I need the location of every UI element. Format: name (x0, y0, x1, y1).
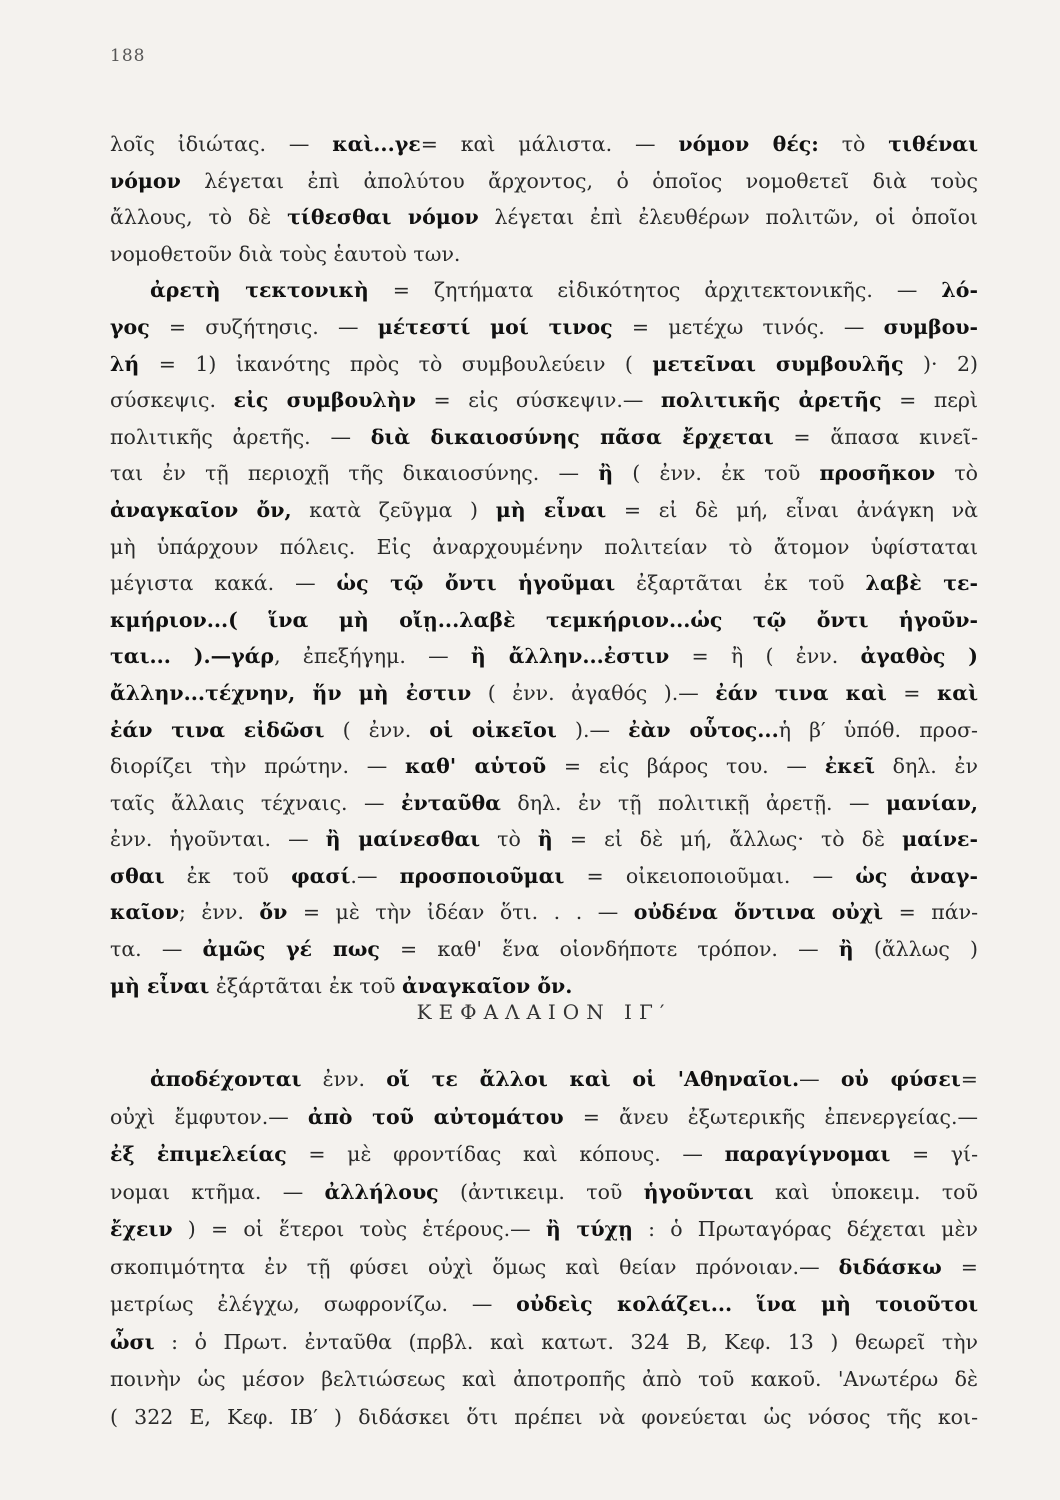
text-line (110, 492, 978, 529)
gloss-text: )· 2) (903, 351, 979, 376)
text-line (110, 712, 978, 749)
bold-term: τίθεσθαι νόμον (287, 205, 479, 230)
bold-term: ἢ ἄλλην...ἐστιν (470, 644, 670, 669)
gloss-text: δηλ. ἐν τῇ πολιτικῇ ἀρετῇ. — (500, 790, 886, 815)
gloss-text: = εἰς σύσκεψιν.— (415, 388, 661, 413)
text-line (110, 1174, 978, 1212)
gloss-text: = οἰκειοποιοῦμαι. — (564, 863, 856, 888)
bold-term: τιθέναι (888, 132, 979, 156)
gloss-text: = (886, 680, 937, 705)
gloss-text: ) = οἱ ἕτεροι τοὺς ἑτέρους.— (172, 1217, 546, 1241)
gloss-text: τὸ (818, 132, 889, 156)
gloss-text: = μὲ φροντίδας καὶ κόπους. — (286, 1142, 725, 1166)
text-line (110, 455, 978, 492)
bold-term: διδάσκω (838, 1254, 942, 1279)
text-line (110, 1286, 978, 1324)
bold-term: παραγίγνομαι (724, 1142, 891, 1166)
bold-term: οἵ τε ἄλλοι καὶ οἱ 'Αθηναῖοι. (386, 1067, 800, 1091)
gloss-text: ἐξαρτᾶται ἐκ τοῦ (615, 571, 866, 596)
text-line (110, 1249, 978, 1287)
page-number: 188 (110, 46, 146, 66)
text-line (110, 236, 978, 273)
bold-term: μανίαν, (885, 790, 979, 815)
gloss-text: ταῖς ἄλλαις τέχναις. — (110, 790, 402, 815)
bold-term: διὰ δικαιοσύνης πᾶσα ἔρχεται (370, 424, 774, 449)
gloss-text: λέγεται ἐπὶ ἀπολύτου ἄρχοντος, ὁ ὁποῖος νομοθετεῖ διὰ τοὺς (180, 168, 978, 193)
gloss-text: = εἰ δὲ μή, ἄλλως· τὸ δὲ (552, 827, 903, 852)
bold-term: γος (110, 314, 150, 339)
bold-term: ἀρετὴ τεκτονικὴ (150, 278, 369, 303)
bold-term: ἐάν τινα καὶ (715, 680, 887, 705)
gloss-text: = καὶ μάλιστα. — (420, 132, 679, 156)
bold-term: ἡγοῦνται (643, 1179, 754, 1204)
gloss-text: τὸ (935, 461, 978, 486)
gloss-text: = καθ' ἕνα οἱονδήποτε τρόπον. — (379, 937, 839, 962)
text-line (110, 748, 978, 785)
bold-term: οὐδένα ὅντινα οὐχὶ (633, 900, 884, 925)
chapter-heading: ΚΕΦΑΛΑΙΟΝ ΙΓ′ (416, 1000, 672, 1024)
text-line (110, 126, 978, 163)
bold-term: οὐδεὶς κολάζει... ἵνα μὴ τοιοῦτοι (516, 1292, 978, 1316)
gloss-text: : ὁ Πρωτ. ἐνταῦθα (πρβλ. καὶ κατωτ. 324 Β, Κεφ. 13 ) θεωρεῖ τὴν (154, 1329, 978, 1354)
gloss-text: = ζητήματα εἰδικότητος ἀρχιτεκτονικῆς. — (368, 278, 942, 303)
bold-term: ἐάν τινα εἰδῶσι (110, 717, 325, 742)
text-line (110, 1324, 978, 1362)
bold-term: λή (110, 351, 140, 376)
bold-term: ἀποδέχονται (150, 1067, 302, 1091)
bold-term: καθ' αὑτοῦ (405, 754, 547, 779)
gloss-text: τὸ (480, 827, 538, 852)
bold-term: οὐ φύσει (840, 1067, 961, 1091)
bold-term: μετεῖναι συμβουλῆς (652, 351, 904, 376)
gloss-text: = (941, 1254, 978, 1279)
bold-term: ἢ (838, 937, 854, 962)
gloss-text: καὶ ὑποκειμ. τοῦ (753, 1179, 978, 1204)
gloss-text: μετρίως ἐλέγχω, σωφρονίζω. — (110, 1292, 517, 1316)
bold-term: ἀλλήλους (324, 1179, 439, 1204)
gloss-text: ).— (556, 717, 629, 742)
text-line (110, 1061, 978, 1099)
bold-term: ἐκεῖ (824, 754, 875, 779)
text-line (110, 1399, 978, 1437)
text-line (110, 565, 978, 602)
text-line (110, 602, 978, 639)
gloss-text: λοῖς ἰδιώτας. — (110, 132, 333, 156)
bold-term: ἔχειν (110, 1217, 173, 1241)
gloss-text: διορίζει τὴν πρώτην. — (110, 754, 405, 779)
gloss-text: σκοπιμότητα ἐν τῇ φύσει οὐχὶ ὅμως καὶ θείαν πρόνοιαν.— (110, 1254, 839, 1279)
bold-term: φασί (291, 863, 351, 888)
gloss-text: σύσκεψις. (110, 388, 234, 413)
gloss-text: : ὁ Πρωταγόρας δέχεται μὲν (632, 1217, 978, 1241)
bold-term: μὴ εἶναι (495, 497, 607, 522)
text-line (110, 821, 978, 858)
bold-term: κμήριον...( ἵνα μὴ οἴῃ...λαβὲ τεμκήριον...ὡς τῷ ὄντι ἡγοῦν- (110, 607, 978, 632)
bold-term: ὦσι (110, 1329, 155, 1354)
gloss-text: δηλ. ἐν (874, 754, 978, 779)
bold-term: ἀμῶς γέ πως (202, 937, 380, 962)
text-line (110, 529, 978, 566)
text-line (110, 858, 978, 895)
bold-term: ἢ τύχῃ (545, 1217, 633, 1241)
bold-term: ἐξ ἐπιμελείας (110, 1142, 287, 1166)
bold-term: ται... ).—γάρ (110, 644, 275, 669)
text-line (110, 931, 978, 968)
gloss-text: ἄλλους, τὸ δὲ (110, 205, 288, 230)
bold-term: ἀγαθὸς ) (860, 644, 978, 669)
bold-term: ἀναγκαῖον ὄν. (401, 973, 573, 998)
text-line (110, 1099, 978, 1137)
text-line (110, 1136, 978, 1174)
gloss-text: ἡ β′ ὑπόθ. προσ- (778, 717, 978, 742)
bold-term: ἐὰν οὗτος... (628, 717, 779, 742)
bold-term: μαίνε- (902, 827, 978, 852)
gloss-text: ; ἐνν. (178, 900, 260, 925)
bold-term: μέτεστί μοί τινος (377, 314, 613, 339)
gloss-text: .— (350, 863, 400, 888)
bold-term: καὶ...γε (332, 132, 421, 156)
gloss-text: ( 322 Ε, Κεφ. ΙΒ′ ) διδάσκει ὅτι πρέπει νὰ φονεύεται ὡς νόσος τῆς κοι- (110, 1404, 978, 1429)
gloss-text: νομοθετοῦν διὰ τοὺς ἑαυτοὺ των. (110, 241, 461, 266)
text-line (110, 199, 978, 236)
text-line (110, 419, 978, 456)
bold-term: ὄν (259, 900, 288, 925)
bold-term: νόμον θές: (678, 132, 819, 156)
bold-term: ὡς ἀναγ- (855, 863, 978, 888)
text-line (110, 272, 978, 309)
text-line (110, 638, 978, 675)
gloss-text: (ἄλλως ) (853, 937, 978, 962)
bold-term: ἐνταῦθα (401, 790, 501, 815)
gloss-text: μέγιστα κακά. — (110, 571, 337, 596)
text-line (110, 382, 978, 419)
gloss-text: = 1) ἱκανότης πρὸς τὸ συμβουλεύειν ( (139, 351, 653, 376)
bold-term: προσῆκον (819, 461, 936, 486)
text-line (110, 309, 978, 346)
bold-term: καῖον (110, 900, 179, 925)
text-line (110, 1211, 978, 1249)
gloss-text: = (960, 1067, 978, 1091)
bold-term: οἱ οἰκεῖοι (429, 717, 557, 742)
gloss-text: μὴ ὑπάρχουν πόλεις. Εἰς ἀναρχουμένην πολιτείαν τὸ ἄτομον ὑφίσταται (110, 534, 978, 559)
gloss-text: = ἄνευ ἐξωτερικῆς ἐπενεργείας.— (563, 1104, 978, 1129)
bold-term: ἢ (598, 461, 614, 486)
bold-term: ἢ (537, 827, 553, 852)
gloss-text: κατὰ ζεῦγμα ) (291, 497, 496, 522)
gloss-text: = πάν- (883, 900, 978, 925)
gloss-text: , ἐπεξήγημ. — (274, 644, 471, 669)
gloss-text: λέγεται ἐπὶ ἐλευθέρων πολιτῶν, οἱ ὁποῖοι (478, 205, 978, 230)
gloss-text: ἐνν. (301, 1067, 387, 1091)
bold-term: λαβὲ τε- (865, 571, 978, 596)
gloss-text: ( ἐνν. ἐκ τοῦ (613, 461, 820, 486)
text-line (110, 894, 978, 931)
text-line (110, 163, 978, 200)
bold-term: πολιτικῆς ἀρετῆς (660, 388, 882, 413)
text-line (110, 675, 978, 712)
bold-term: μὴ εἶναι (110, 973, 210, 998)
bold-term: ὡς τῷ ὄντι ἡγοῦμαι (336, 571, 616, 596)
bold-term: προσποιοῦμαι (399, 863, 565, 888)
bold-term: ἀναγκαῖον ὄν, (110, 497, 292, 522)
gloss-text: = εἰ δὲ μή, εἶναι ἀνάγκη νὰ (606, 497, 978, 522)
text-line (110, 346, 978, 383)
gloss-text: = συζήτησις. — (149, 314, 378, 339)
gloss-text: = μὲ τὴν ἰδέαν ὅτι. . . — (287, 900, 634, 925)
gloss-text: (ἀντικειμ. τοῦ (438, 1179, 644, 1204)
gloss-text: νομαι κτῆμα. — (110, 1179, 325, 1204)
bold-term: λό- (941, 278, 978, 303)
gloss-text: = ἅπασα κινεῖ- (773, 424, 978, 449)
gloss-text: = μετέχω τινός. — (612, 314, 884, 339)
bold-term: καὶ (936, 680, 978, 705)
gloss-text: τα. — (110, 937, 203, 962)
gloss-text: ( ἐνν. ἀγαθός ).— (471, 680, 716, 705)
gloss-text: ποινὴν ὡς μέσον βελτιώσεως καὶ ἀποτροπῆς ἀπὸ τοῦ κακοῦ. 'Ανωτέρω δὲ (110, 1367, 978, 1391)
text-line (110, 785, 978, 822)
gloss-text: = γί- (890, 1142, 979, 1166)
bold-term: σθαι (110, 863, 165, 888)
gloss-text: ται ἐν τῇ περιοχῇ τῆς δικαιοσύνης. — (110, 461, 599, 486)
gloss-text: ἐνν. ἡγοῦνται. — (110, 827, 326, 852)
commentary-block-2 (110, 1061, 978, 1436)
gloss-text: ( ἐνν. (324, 717, 430, 742)
gloss-text: — (799, 1067, 841, 1091)
bold-term: ἢ μαίνεσθαι (325, 827, 481, 852)
gloss-text: ἐξάρτᾶται ἐκ τοῦ (209, 973, 402, 998)
gloss-text: πολιτικῆς ἀρετῆς. — (110, 424, 371, 449)
text-line (110, 1361, 978, 1399)
bold-term: συμβου- (883, 314, 979, 339)
bold-term: ἀπὸ τοῦ αὐτομάτου (307, 1104, 564, 1129)
bold-term: ἄλλην...τέχνην, ἥν μὴ ἐστιν (110, 680, 472, 705)
gloss-text: = ἢ ( ἐνν. (669, 644, 861, 669)
gloss-text: = εἰς βάρος του. — (546, 754, 825, 779)
gloss-text: οὐχὶ ἔμφυτον.— (110, 1104, 308, 1129)
gloss-text: ἐκ τοῦ (164, 863, 292, 888)
gloss-text: = περὶ (881, 388, 979, 413)
commentary-block-1 (110, 126, 978, 1004)
bold-term: νόμον (110, 168, 181, 193)
bold-term: εἰς συμβουλὴν (233, 388, 416, 413)
text-line (110, 968, 978, 1005)
